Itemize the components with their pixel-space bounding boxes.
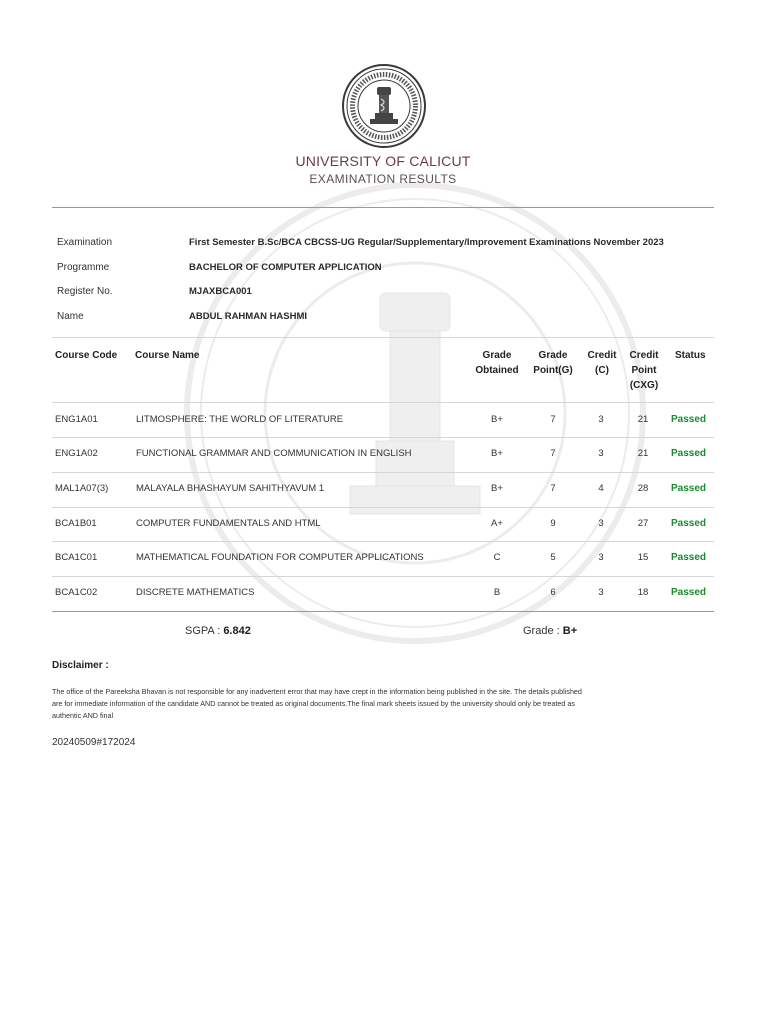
grade-obtained: C bbox=[493, 552, 501, 563]
programme-value: BACHELOR OF COMPUTER APPLICATION bbox=[189, 262, 382, 273]
credit: 3 bbox=[598, 587, 604, 598]
row-divider bbox=[52, 507, 714, 508]
course-name: DISCRETE MATHEMATICS bbox=[136, 587, 255, 598]
course-code: BCA1C01 bbox=[55, 552, 98, 563]
course-name: FUNCTIONAL GRAMMAR AND COMMUNICATION IN ENGLISH bbox=[136, 448, 412, 459]
column-header-grade-obtained: Grade Obtained bbox=[475, 350, 519, 376]
status-passed: Passed bbox=[671, 414, 707, 425]
grade-label: Grade : bbox=[523, 625, 563, 637]
status-passed: Passed bbox=[671, 518, 707, 529]
sgpa-summary bbox=[185, 625, 251, 637]
status-passed: Passed bbox=[671, 587, 707, 598]
info-divider bbox=[52, 337, 714, 338]
credit-point: 21 bbox=[637, 448, 649, 459]
column-header-course-name: Course Name bbox=[135, 350, 200, 361]
candidate-name-label: Name bbox=[57, 311, 84, 322]
examination-value: First Semester B.Sc/BCA CBCSS-UG Regular/Supplementary/Improvement Examinations November 2023 bbox=[189, 237, 664, 248]
course-code: BCA1B01 bbox=[55, 518, 97, 529]
status-passed: Passed bbox=[671, 483, 707, 494]
row-divider bbox=[52, 541, 714, 542]
course-name: MATHEMATICAL FOUNDATION FOR COMPUTER APPLICATIONS bbox=[136, 552, 424, 563]
course-code: MAL1A07(3) bbox=[55, 483, 109, 494]
credit-point: 18 bbox=[637, 587, 649, 598]
university-title: UNIVERSITY OF CALICUT bbox=[295, 153, 471, 169]
row-divider bbox=[52, 576, 714, 577]
grade-value: B+ bbox=[562, 625, 578, 637]
page-subtitle: EXAMINATION RESULTS bbox=[309, 172, 457, 186]
column-header-credit: Credit (C) bbox=[587, 350, 617, 376]
table-header-divider bbox=[52, 402, 714, 403]
grade-point: 9 bbox=[550, 518, 556, 529]
credit: 4 bbox=[598, 483, 604, 494]
disclaimer-title: Disclaimer : bbox=[52, 660, 109, 671]
column-header-credit-point: Credit Point (CXG) bbox=[629, 350, 659, 391]
credit-point: 27 bbox=[637, 518, 649, 529]
disclaimer-text: The office of the Pareeksha Bhavan is not responsible for any inadvertent error that may have crept in the information being published in the site. The details published are for immediate information of the candidate AND cannot be treated as original documents.The final mark sheets issued by the university should only be treated as authentic AND final bbox=[52, 687, 582, 720]
column-header-course-code: Course Code bbox=[55, 350, 118, 361]
grade-point: 5 bbox=[550, 552, 556, 563]
grade-point: 7 bbox=[550, 448, 556, 459]
status-passed: Passed bbox=[671, 448, 707, 459]
grade-point: 7 bbox=[550, 414, 556, 425]
grade-obtained: A+ bbox=[491, 518, 503, 529]
credit-point: 21 bbox=[637, 414, 649, 425]
grade-point: 6 bbox=[550, 587, 556, 598]
course-code: ENG1A02 bbox=[55, 448, 98, 459]
row-divider bbox=[52, 437, 714, 438]
university-seal-logo bbox=[341, 63, 427, 149]
course-name: LITMOSPHERE: THE WORLD OF LITERATURE bbox=[136, 414, 344, 425]
row-divider bbox=[52, 472, 714, 473]
candidate-name-value: ABDUL RAHMAN HASHMI bbox=[189, 311, 308, 322]
examination-label: Examination bbox=[57, 237, 113, 248]
sgpa-value: 6.842 bbox=[223, 625, 251, 637]
credit: 3 bbox=[598, 414, 604, 425]
column-header-grade-point: Grade Point(G) bbox=[533, 350, 573, 376]
credit: 3 bbox=[598, 552, 604, 563]
credit: 3 bbox=[598, 448, 604, 459]
grade-obtained: B+ bbox=[491, 448, 503, 459]
grade-obtained: B+ bbox=[491, 483, 503, 494]
status-passed: Passed bbox=[671, 552, 707, 563]
course-code: ENG1A01 bbox=[55, 414, 98, 425]
sgpa-label: SGPA : bbox=[185, 625, 224, 637]
credit-point: 15 bbox=[637, 552, 649, 563]
course-code: BCA1C02 bbox=[55, 587, 98, 598]
overall-grade-summary bbox=[523, 625, 577, 637]
register-number-value: MJAXBCA001 bbox=[189, 286, 252, 297]
course-name: MALAYALA BHASHAYUM SAHITHYAVUM 1 bbox=[136, 483, 325, 494]
grade-obtained: B bbox=[493, 587, 501, 598]
reference-number: 20240509#172024 bbox=[52, 737, 136, 748]
header-divider bbox=[52, 207, 714, 208]
credit: 3 bbox=[598, 518, 604, 529]
course-name: COMPUTER FUNDAMENTALS AND HTML bbox=[136, 518, 321, 529]
table-bottom-divider bbox=[52, 611, 714, 612]
grade-point: 7 bbox=[550, 483, 556, 494]
register-number-label: Register No. bbox=[57, 286, 113, 297]
grade-obtained: B+ bbox=[491, 414, 503, 425]
programme-label: Programme bbox=[57, 262, 110, 273]
credit-point: 28 bbox=[637, 483, 649, 494]
column-header-status: Status bbox=[675, 350, 706, 361]
